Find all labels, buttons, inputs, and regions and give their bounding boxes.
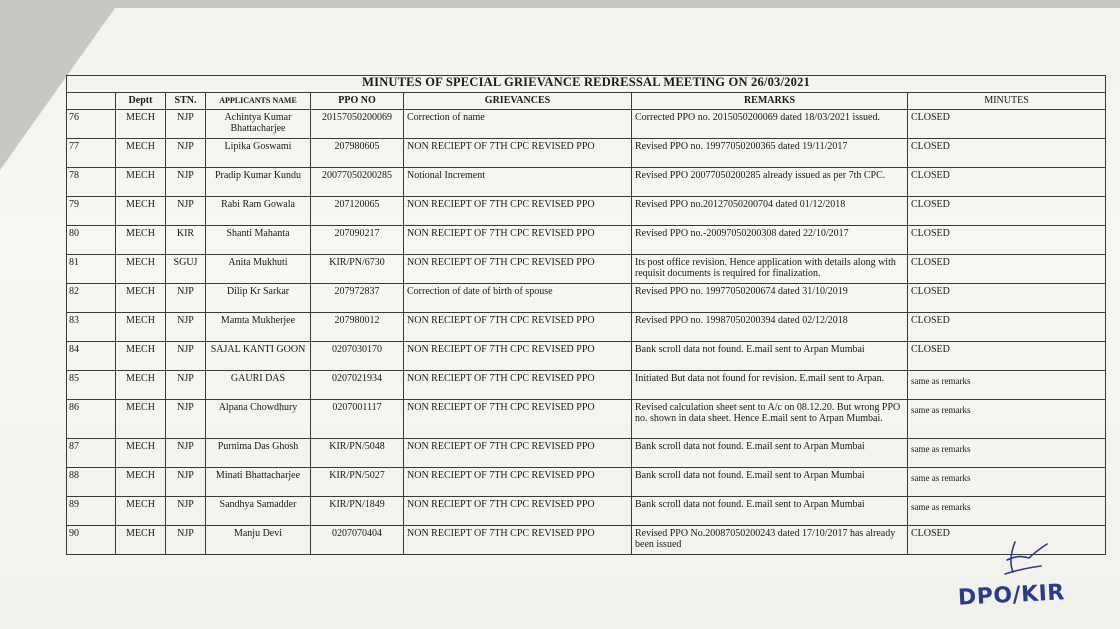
- cell-sl: 85: [67, 371, 116, 400]
- cell-minutes: CLOSED: [908, 342, 1106, 371]
- cell-sl: 77: [67, 139, 116, 168]
- cell-minutes: same as remarks: [908, 439, 1106, 468]
- cell-remarks: Corrected PPO no. 2015050200069 dated 18/03/2021 issued.: [632, 110, 908, 139]
- cell-minutes: same as remarks: [908, 371, 1106, 400]
- table-body: [67, 110, 1106, 555]
- cell-applicant-name: Manju Devi: [206, 526, 311, 555]
- cell-ppo-no: 20157050200069: [311, 110, 404, 139]
- signature: [985, 530, 1055, 580]
- table-row: [67, 342, 1106, 371]
- cell-remarks: Bank scroll data not found. E.mail sent to Arpan Mumbai: [632, 497, 908, 526]
- cell-remarks: Bank scroll data not found. E.mail sent to Arpan Mumbai: [632, 439, 908, 468]
- header-sl: [67, 93, 116, 110]
- cell-grievance: NON RECIEPT OF 7TH CPC REVISED PPO: [404, 526, 632, 555]
- cell-grievance: Notional Increment: [404, 168, 632, 197]
- cell-applicant-name: Alpana Chowdhury: [206, 400, 311, 439]
- cell-deptt: MECH: [116, 439, 166, 468]
- cell-remarks: Revised PPO no. 19987050200394 dated 02/12/2018: [632, 313, 908, 342]
- cell-grievance: NON RECIEPT OF 7TH CPC REVISED PPO: [404, 497, 632, 526]
- cell-sl: 86: [67, 400, 116, 439]
- cell-applicant-name: SAJAL KANTI GOON: [206, 342, 311, 371]
- table-row: [67, 139, 1106, 168]
- cell-grievance: NON RECIEPT OF 7TH CPC REVISED PPO: [404, 439, 632, 468]
- cell-sl: 79: [67, 197, 116, 226]
- cell-grievance: NON RECIEPT OF 7TH CPC REVISED PPO: [404, 342, 632, 371]
- cell-ppo-no: 207972837: [311, 284, 404, 313]
- cell-sl: 88: [67, 468, 116, 497]
- cell-grievance: NON RECIEPT OF 7TH CPC REVISED PPO: [404, 139, 632, 168]
- header-deptt: Deptt: [116, 93, 166, 110]
- table-row: [67, 313, 1106, 342]
- cell-grievance: NON RECIEPT OF 7TH CPC REVISED PPO: [404, 371, 632, 400]
- cell-sl: 90: [67, 526, 116, 555]
- table-row: [67, 468, 1106, 497]
- cell-sl: 89: [67, 497, 116, 526]
- header-remarks: REMARKS: [632, 93, 908, 110]
- cell-stn: NJP: [166, 139, 206, 168]
- cell-stn: NJP: [166, 497, 206, 526]
- cell-grievance: NON RECIEPT OF 7TH CPC REVISED PPO: [404, 226, 632, 255]
- cell-minutes: same as remarks: [908, 468, 1106, 497]
- cell-applicant-name: Rabi Ram Gowala: [206, 197, 311, 226]
- cell-deptt: MECH: [116, 284, 166, 313]
- cell-applicant-name: Lipika Goswami: [206, 139, 311, 168]
- cell-minutes: CLOSED: [908, 526, 1106, 555]
- cell-minutes: CLOSED: [908, 284, 1106, 313]
- table-row: [67, 168, 1106, 197]
- cell-applicant-name: Anita Mukhuti: [206, 255, 311, 284]
- cell-sl: 80: [67, 226, 116, 255]
- cell-applicant-name: Shanti Mahanta: [206, 226, 311, 255]
- cell-applicant-name: GAURI DAS: [206, 371, 311, 400]
- cell-stn: NJP: [166, 526, 206, 555]
- cell-stn: NJP: [166, 468, 206, 497]
- cell-deptt: MECH: [116, 342, 166, 371]
- table-row: [67, 526, 1106, 555]
- cell-remarks: Revised PPO no. 19977050200674 dated 31/10/2019: [632, 284, 908, 313]
- cell-ppo-no: KIR/PN/1849: [311, 497, 404, 526]
- cell-minutes: CLOSED: [908, 110, 1106, 139]
- cell-grievance: NON RECIEPT OF 7TH CPC REVISED PPO: [404, 313, 632, 342]
- cell-remarks: Revised calculation sheet sent to A/c on 08.12.20. But wrong PPO no. shown in data sheet. Hence E.mail sent to Arpan Mumbai.: [632, 400, 908, 439]
- cell-sl: 82: [67, 284, 116, 313]
- table-row: [67, 371, 1106, 400]
- cell-minutes: CLOSED: [908, 139, 1106, 168]
- cell-deptt: MECH: [116, 526, 166, 555]
- dpo-kir-stamp: DPO/KIR: [957, 580, 1066, 611]
- cell-ppo-no: 0207021934: [311, 371, 404, 400]
- title-row: [67, 76, 1106, 93]
- table-row: [67, 110, 1106, 139]
- cell-applicant-name: Sandhya Samadder: [206, 497, 311, 526]
- cell-grievance: NON RECIEPT OF 7TH CPC REVISED PPO: [404, 197, 632, 226]
- cell-ppo-no: 0207070404: [311, 526, 404, 555]
- cell-minutes: CLOSED: [908, 197, 1106, 226]
- cell-grievance: Correction of date of birth of spouse: [404, 284, 632, 313]
- header-stn: STN.: [166, 93, 206, 110]
- cell-applicant-name: Purnima Das Ghosh: [206, 439, 311, 468]
- cell-deptt: MECH: [116, 371, 166, 400]
- cell-applicant-name: Mamta Mukherjee: [206, 313, 311, 342]
- cell-minutes: same as remarks: [908, 497, 1106, 526]
- cell-deptt: MECH: [116, 110, 166, 139]
- cell-ppo-no: KIR/PN/5048: [311, 439, 404, 468]
- cell-sl: 84: [67, 342, 116, 371]
- cell-stn: NJP: [166, 168, 206, 197]
- cell-ppo-no: 207090217: [311, 226, 404, 255]
- cell-remarks: Bank scroll data not found. E.mail sent to Arpan Mumbai: [632, 468, 908, 497]
- cell-minutes: CLOSED: [908, 255, 1106, 284]
- page-title: MINUTES OF SPECIAL GRIEVANCE REDRESSAL MEETING ON 26/03/2021: [67, 76, 1106, 93]
- header-grievances: GRIEVANCES: [404, 93, 632, 110]
- cell-remarks: Revised PPO no.-20097050200308 dated 22/10/2017: [632, 226, 908, 255]
- cell-remarks: Bank scroll data not found. E.mail sent to Arpan Mumbai: [632, 342, 908, 371]
- cell-grievance: NON RECIEPT OF 7TH CPC REVISED PPO: [404, 400, 632, 439]
- header-minutes: MINUTES: [908, 93, 1106, 110]
- cell-sl: 76: [67, 110, 116, 139]
- cell-minutes: CLOSED: [908, 226, 1106, 255]
- cell-ppo-no: 20077050200285: [311, 168, 404, 197]
- cell-ppo-no: 207120065: [311, 197, 404, 226]
- cell-grievance: NON RECIEPT OF 7TH CPC REVISED PPO: [404, 468, 632, 497]
- cell-remarks: Revised PPO No.20087050200243 dated 17/10/2017 has already been issued: [632, 526, 908, 555]
- cell-minutes: CLOSED: [908, 168, 1106, 197]
- cell-deptt: MECH: [116, 468, 166, 497]
- table-row: [67, 284, 1106, 313]
- cell-remarks: Initiated But data not found for revision. E.mail sent to Arpan.: [632, 371, 908, 400]
- table-row: [67, 197, 1106, 226]
- cell-sl: 81: [67, 255, 116, 284]
- table-row: [67, 400, 1106, 439]
- cell-sl: 78: [67, 168, 116, 197]
- cell-stn: NJP: [166, 439, 206, 468]
- table-row: [67, 226, 1106, 255]
- table-row: [67, 497, 1106, 526]
- cell-deptt: MECH: [116, 255, 166, 284]
- cell-deptt: MECH: [116, 139, 166, 168]
- cell-sl: 87: [67, 439, 116, 468]
- cell-remarks: Its post office revision. Hence application with details along with requisit documents is required for finalization.: [632, 255, 908, 284]
- cell-ppo-no: 207980605: [311, 139, 404, 168]
- table-row: [67, 255, 1106, 284]
- cell-ppo-no: KIR/PN/6730: [311, 255, 404, 284]
- cell-remarks: Revised PPO no. 19977050200365 dated 19/11/2017: [632, 139, 908, 168]
- cell-stn: KIR: [166, 226, 206, 255]
- cell-minutes: CLOSED: [908, 313, 1106, 342]
- cell-ppo-no: KIR/PN/5027: [311, 468, 404, 497]
- cell-deptt: MECH: [116, 400, 166, 439]
- cell-grievance: Correction of name: [404, 110, 632, 139]
- cell-deptt: MECH: [116, 168, 166, 197]
- cell-sl: 83: [67, 313, 116, 342]
- cell-remarks: Revised PPO no.20127050200704 dated 01/12/2018: [632, 197, 908, 226]
- cell-stn: NJP: [166, 342, 206, 371]
- cell-stn: NJP: [166, 197, 206, 226]
- cell-ppo-no: 0207030170: [311, 342, 404, 371]
- cell-stn: NJP: [166, 110, 206, 139]
- cell-applicant-name: Dilip Kr Sarkar: [206, 284, 311, 313]
- cell-stn: NJP: [166, 313, 206, 342]
- cell-applicant-name: Pradip Kumar Kundu: [206, 168, 311, 197]
- cell-deptt: MECH: [116, 226, 166, 255]
- table-row: [67, 439, 1106, 468]
- cell-ppo-no: 0207001117: [311, 400, 404, 439]
- cell-grievance: NON RECIEPT OF 7TH CPC REVISED PPO: [404, 255, 632, 284]
- header-applicant-name: APPLICANTS NAME: [206, 93, 311, 110]
- cell-stn: NJP: [166, 400, 206, 439]
- cell-applicant-name: Minati Bhattacharjee: [206, 468, 311, 497]
- cell-stn: NJP: [166, 371, 206, 400]
- header-row: [67, 93, 1106, 110]
- grievance-table-wrapper: [66, 75, 1105, 555]
- grievance-table: [66, 75, 1106, 555]
- cell-remarks: Revised PPO 20077050200285 already issued as per 7th CPC.: [632, 168, 908, 197]
- cell-stn: NJP: [166, 284, 206, 313]
- cell-ppo-no: 207980012: [311, 313, 404, 342]
- header-ppo-no: PPO NO: [311, 93, 404, 110]
- cell-applicant-name: Achintya Kumar Bhattacharjee: [206, 110, 311, 139]
- cell-deptt: MECH: [116, 313, 166, 342]
- cell-deptt: MECH: [116, 197, 166, 226]
- cell-minutes: same as remarks: [908, 400, 1106, 439]
- cell-stn: SGUJ: [166, 255, 206, 284]
- cell-deptt: MECH: [116, 497, 166, 526]
